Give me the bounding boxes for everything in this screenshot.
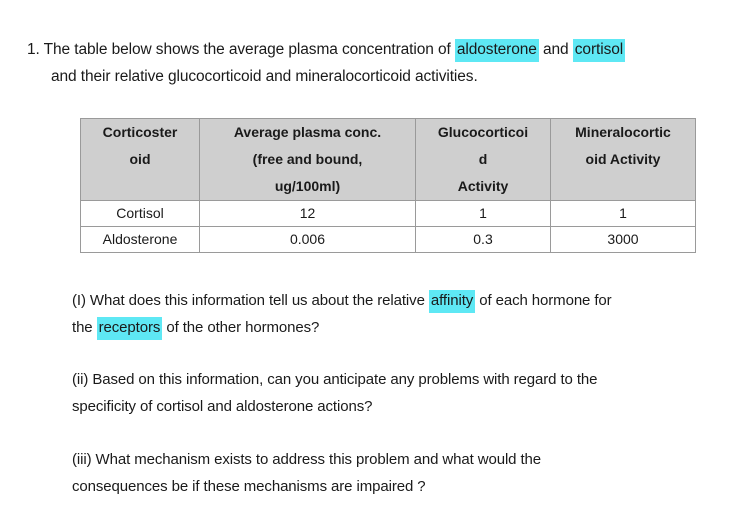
header-mineralocorticoid-activity: Mineralocortic oid Activity: [551, 119, 696, 201]
cell-plasma-conc: 12: [200, 201, 416, 227]
cell-mineralocorticoid: 1: [551, 201, 696, 227]
header-glucocorticoid-activity: Glucocorticoi d Activity: [416, 119, 551, 201]
hormone-activity-table: [80, 118, 696, 253]
table-header-row: [81, 119, 696, 201]
question-text: 1. The table below shows the average plasma concentration of: [27, 41, 455, 58]
question-intro-line-2: and their relative glucocorticoid and mineralocorticoid activities.: [51, 68, 478, 85]
table-row: [81, 227, 696, 253]
cell-mineralocorticoid: 3000: [551, 227, 696, 253]
highlight-cortisol: cortisol: [573, 39, 625, 62]
cell-hormone: Cortisol: [81, 201, 200, 227]
cell-hormone: Aldosterone: [81, 227, 200, 253]
header-average-plasma-conc: Average plasma conc. (free and bound, ug/100ml): [200, 119, 416, 201]
table-row: [81, 201, 696, 227]
highlight-receptors: receptors: [97, 317, 163, 340]
highlight-aldosterone: aldosterone: [455, 39, 539, 62]
question-text-connector: and: [538, 41, 573, 58]
cell-glucocorticoid: 1: [416, 201, 551, 227]
question-intro-line-1: [27, 41, 625, 59]
cell-plasma-conc: 0.006: [200, 227, 416, 253]
header-corticosteroid: Corticoster oid: [81, 119, 200, 201]
highlight-affinity: affinity: [429, 290, 475, 313]
subquestion-i: (I) What does this information tell us about the relative affinity of each hormone for the receptors of the other hormones?: [72, 287, 612, 341]
cell-glucocorticoid: 0.3: [416, 227, 551, 253]
subquestion-ii: (ii) Based on this information, can you anticipate any problems with regard to the specificity of cortisol and aldosterone actions?: [72, 371, 598, 415]
subquestion-iii: (iii) What mechanism exists to address this problem and what would the consequences be if these mechanisms are impaired ?: [72, 451, 542, 495]
